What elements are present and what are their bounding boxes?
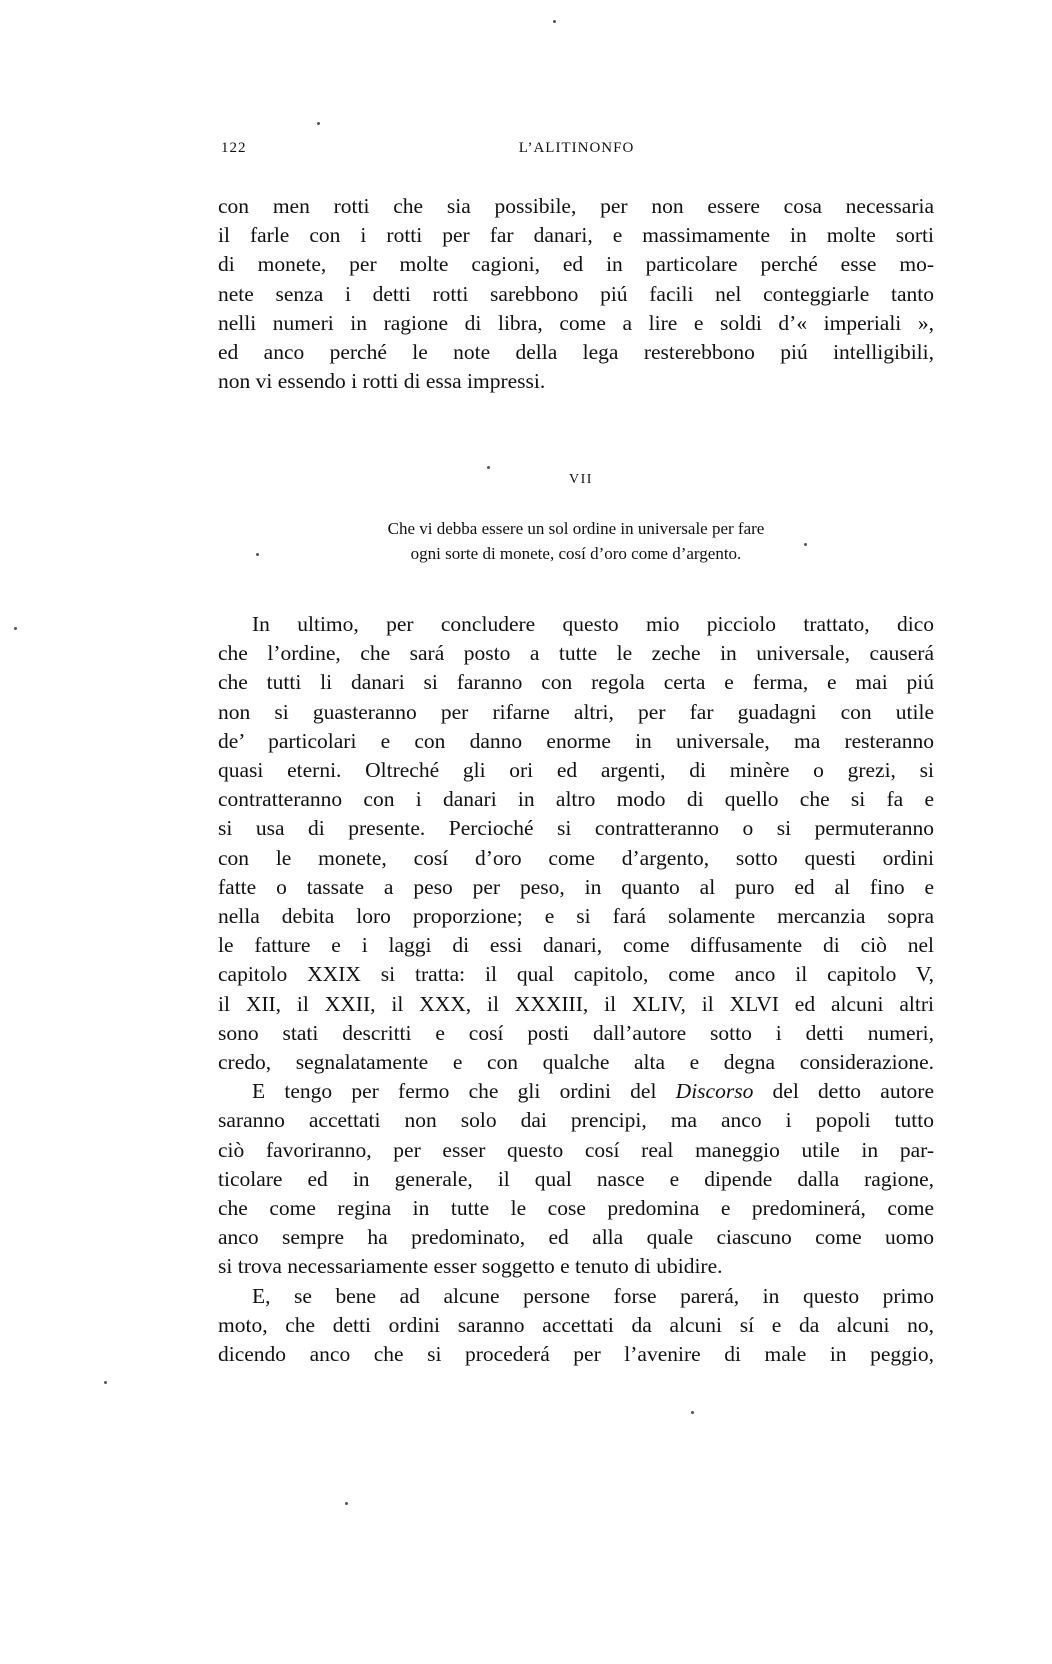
dust-speck [14, 627, 17, 630]
text-line: nella debita loro proporzione; e si fará solamente mercanzia sopra [218, 904, 934, 929]
text-line: ticolare ed in generale, il qual nasce e dipende dalla ragione, [218, 1166, 934, 1191]
text-line: che come regina in tutte le cose predomina e predominerá, come [218, 1196, 934, 1221]
text-line: ed anco perché le note della lega resterebbono piú intelligibili, [218, 340, 934, 365]
text-line: capitolo XXIX si tratta: il qual capitolo, come anco il capitolo V, [218, 962, 934, 987]
dust-speck [317, 122, 320, 125]
dust-speck [345, 1502, 348, 1505]
text-line: contratteranno con i danari in altro modo di quello che si fa e [218, 787, 934, 812]
text-line: fatte o tassate a peso per peso, in quanto al puro ed al fino e [218, 874, 934, 899]
text-line: si usa di presente. Percioché si contratteranno o si permuteranno [218, 816, 934, 841]
text-line: le fatture e i laggi di essi danari, come diffusamente di ciò nel [218, 933, 934, 958]
text-line: saranno accettati non solo dai prencipi, ma anco i popoli tutto [218, 1108, 934, 1133]
text-line: non vi essendo i rotti di essa impressi. [218, 369, 546, 394]
page-number: 122 [221, 140, 247, 156]
text-line: dicendo anco che si procederá per l’avenire di male in peggio, [218, 1342, 934, 1367]
text-line: sono stati descritti e cosí posti dall’autore sotto i detti numeri, [218, 1020, 934, 1045]
chapter-title-line: ogni sorte di monete, cosí d’oro come d’argento. [410, 544, 742, 563]
dust-speck [804, 543, 807, 546]
chapter-body [218, 610, 934, 1369]
text-line: di monete, per molte cagioni, ed in particolare perché esse mo- [218, 252, 934, 277]
text-line [218, 1077, 934, 1106]
chapter-title-line: Che vi debba essere un sol ordine in universale per fare [387, 519, 765, 538]
text-line: credo, segnalatamente e con qualche alta e degna considerazione. [218, 1050, 934, 1075]
text-line: nelli numeri in ragione di libra, come a lire e soldi d’« imperiali », [218, 310, 934, 335]
chapter-numeral: VII [569, 472, 593, 487]
text-line: de’ particolari e con danno enorme in universale, ma resteranno [218, 728, 934, 753]
text-line: non si guasteranno per rifarne altri, per far guadagni con utile [218, 699, 934, 724]
text-line: anco sempre ha predominato, ed alla quale ciascuno come uomo [218, 1225, 934, 1250]
text-line: E, se bene ad alcune persone forse parerá, in questo primo [252, 1283, 934, 1308]
text-line: moto, che detti ordini saranno accettati da alcuni sí e da alcuni no, [218, 1312, 934, 1337]
text-line: ciò favoriranno, per esser questo cosí real maneggio utile in par- [218, 1137, 934, 1162]
text-line: si trova necessariamente esser soggetto e tenuto di ubidire. [218, 1254, 723, 1279]
text-line: nete senza i detti rotti sarebbono piú facili nel conteggiarle tanto [218, 281, 934, 306]
dust-speck [553, 20, 556, 23]
text-line: con men rotti che sia possibile, per non essere cosa necessaria [218, 194, 934, 218]
dust-speck [487, 466, 490, 469]
dust-speck [256, 553, 259, 556]
running-header [221, 140, 932, 162]
text-line: il XII, il XXII, il XXX, il XXXIII, il XLIV, il XLVI ed alcuni altri [218, 991, 934, 1016]
text-line: quasi eterni. Oltreché gli ori ed argenti, di minère o grezi, si [218, 758, 934, 783]
text-line: che l’ordine, che sará posto a tutte le zeche in universale, causerá [218, 641, 934, 666]
text-line: con le monete, cosí d’oro come d’argento, sotto questi ordini [218, 845, 934, 870]
text-line: il farle con i rotti per far danari, e massimamente in molte sorti [218, 223, 934, 248]
paragraph-continued [218, 192, 934, 396]
text-line: che tutti li danari si faranno con regola certa e ferma, e mai piú [218, 670, 934, 695]
dust-speck [691, 1411, 694, 1414]
running-title: L’ALITINONFO [518, 140, 635, 156]
chapter-title [296, 516, 856, 566]
text-run: E tengo per fermo che gli ordini del [252, 1079, 676, 1104]
italic-title: Discorso [675, 1079, 754, 1104]
text-run: del detto autore [753, 1079, 934, 1104]
text-line: In ultimo, per concludere questo mio picciolo trattato, dico [252, 612, 934, 636]
dust-speck [104, 1381, 107, 1384]
